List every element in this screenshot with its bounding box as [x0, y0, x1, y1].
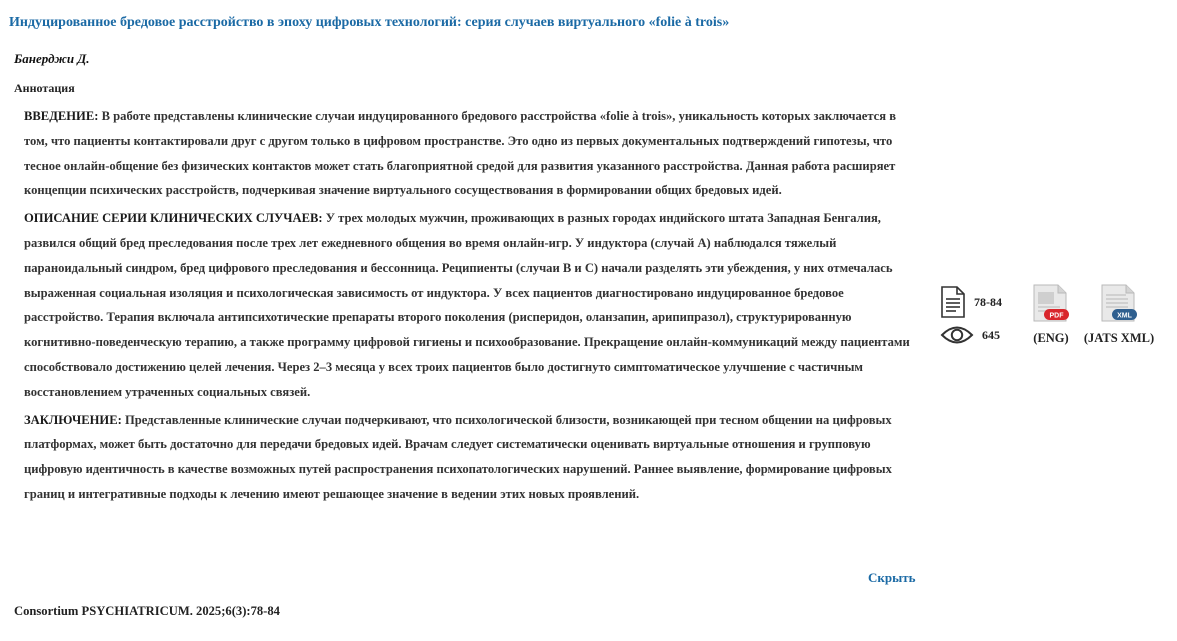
abstract-section-case-series — [24, 206, 914, 404]
xml-download-label[interactable]: (JATS XML) — [1083, 331, 1155, 345]
article-author: Банерджи Д. — [14, 51, 90, 66]
section-heading: ВВЕДЕНИЕ: — [24, 109, 99, 123]
section-text: В работе представлены клинические случаи индуцированного бредового расстройства «folie à trois», уникальность которых заключается в том, что пациенты контактировали друг с другом только в цифровом пространстве. Это одно из первых документальных подтверждений гипотезы, что тесное онлайн-общение без физических контактов может стать благоприятной средой для развития указанного расстройства. Данная работа расширяет концепции психических расстройств, подчеркивая значение виртуального сосуществования в формировании общих бредовых идей. — [24, 109, 897, 198]
section-heading: ОПИСАНИЕ СЕРИИ КЛИНИЧЕСКИХ СЛУЧАЕВ: — [24, 211, 323, 226]
section-text: Представленные клинические случаи подчеркивают, что психологической близости, возникающей при тесном общении на цифровых платформах, может быть достаточно для передачи бредовых идей. Врачам следует систематически оценивать виртуальные отношения и групповую цифровую идентичность в качестве возможных путей распространения психопатологических нарушений. Раннее выявление, формирование цифровых границ и интегративные подходы к лечению имеют решающее значение в ведении этих новых проявлений. — [24, 412, 892, 501]
download-xml-button[interactable] — [1078, 284, 1160, 346]
section-heading: ЗАКЛЮЧЕНИЕ: — [24, 412, 122, 427]
abstract-label: Аннотация — [14, 81, 75, 95]
eye-icon — [940, 324, 974, 346]
document-icon — [940, 286, 966, 318]
abstract-section-introduction — [24, 104, 914, 203]
pdf-file-icon[interactable] — [1030, 284, 1072, 326]
pdf-badge-text: PDF — [1049, 312, 1064, 320]
abstract-body — [24, 104, 914, 510]
xml-badge-text: XML — [1117, 312, 1132, 320]
download-pdf-button[interactable] — [1028, 284, 1074, 346]
article-title[interactable]: Индуцированное бредовое расстройство в эпоху цифровых технологий: серия случаев виртуального «folie à trois» — [9, 15, 730, 30]
views-stat — [940, 320, 1020, 350]
abstract-section-conclusion — [24, 408, 914, 507]
xml-file-icon[interactable] — [1098, 284, 1140, 326]
article-stats — [940, 284, 1020, 350]
views-value: 645 — [982, 327, 1000, 342]
pages-value: 78-84 — [974, 294, 1002, 309]
citation: Consortium PSYCHIATRICUM. 2025;6(3):78-84 — [14, 604, 280, 618]
hide-abstract-link[interactable]: Скрыть — [868, 570, 916, 585]
pdf-download-label[interactable]: (ENG) — [1033, 331, 1069, 345]
pages-stat — [940, 284, 1020, 320]
section-text: У трех молодых мужчин, проживающих в разных городах индийского штата Западная Бенгалия, развился общий бред преследования после трех лет ежедневного общения во время онлайн-игр. У индуктора (случай А) наблюдался тяжелый параноидальный синдром, бред цифрового преследования и бессонница. Реципиенты (случаи B и C) начали разделять эти убеждения, у них отмечалась выраженная социальная изоляция и психологическая зависимость от индуктора. У всех пациентов диагностировано индуцированное бредовое расстройство. Терапия включала антипсихотические препараты второго поколения (рисперидон, оланзапин, арипипразол), структурированную когнитивно-поведенческую терапию, а также программу цифровой гигиены и психообразование. Прекращение онлайн-коммуникаций между пациентами способствовало достижению целей лечения. Через 2–3 месяца у всех троих пациентов было достигнуто симптоматическое улучшение с частичным восстановлением утраченных социальных связей. — [24, 211, 910, 399]
